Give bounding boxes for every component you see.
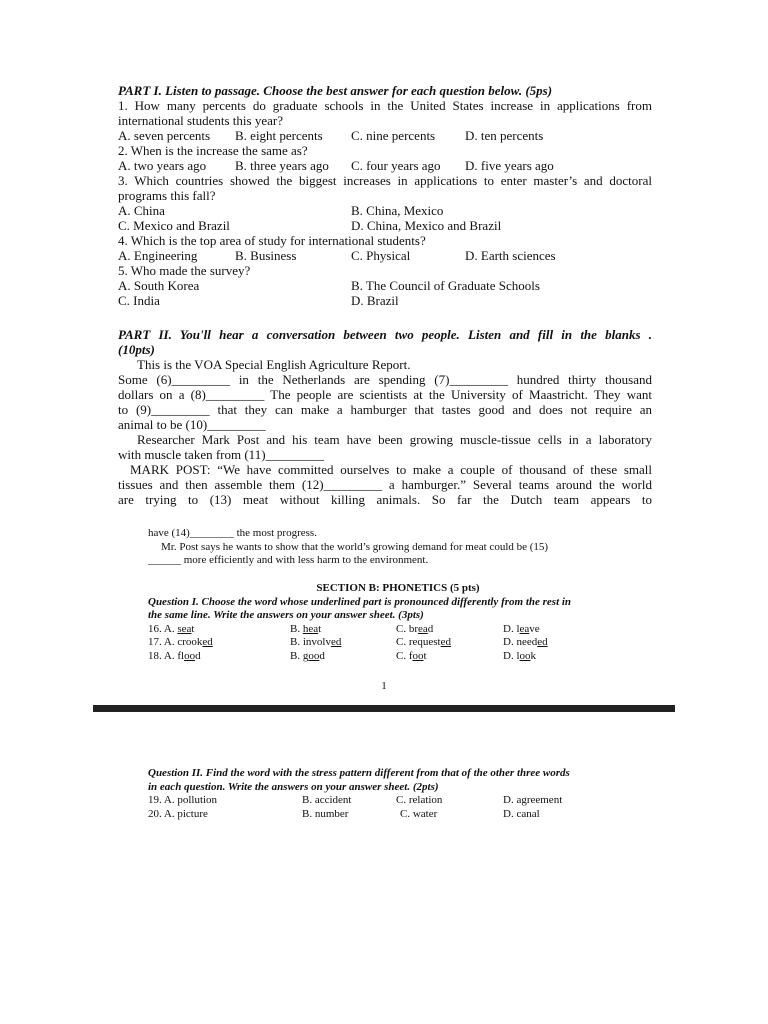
option: D. Brazil: [351, 293, 399, 308]
option: A. China: [118, 203, 165, 218]
passage-line: with muscle taken from (11)_________: [118, 447, 325, 462]
option: D. leave: [503, 622, 540, 635]
part2-heading-points: (10pts): [118, 342, 155, 357]
option: C. bread: [396, 622, 434, 635]
option: D. needed: [503, 636, 548, 648]
passage-line: ______ more efficiently and with less harm to the environment.: [148, 554, 429, 566]
option: D. agreement: [503, 794, 563, 806]
passage-line: are trying to (13) meat without killing animals. So far the Dutch team appears to: [118, 492, 652, 507]
option: C. foot: [396, 649, 427, 662]
option: B. involved: [290, 636, 342, 648]
option: D. canal: [503, 807, 540, 820]
q1-options: [118, 128, 652, 143]
passage-line: Researcher Mark Post and his team have been growing muscle-tissue cells in a laboratory: [137, 432, 652, 447]
q4-text: 4. Which is the top area of study for international students?: [118, 233, 426, 248]
q5-text: 5. Who made the survey?: [118, 263, 251, 278]
option: B. China, Mexico: [351, 203, 444, 218]
option: 20. A. picture: [148, 807, 208, 820]
option: B. eight percents: [235, 128, 323, 143]
part2-heading: PART II. You'll hear a conversation between two people. Listen and fill in the blanks .: [118, 327, 652, 342]
option: 19. A. pollution: [148, 794, 218, 806]
question2-instructions: Question II. Find the word with the stress pattern different from that of the other three words: [148, 767, 570, 779]
option: B. The Council of Graduate Schools: [351, 278, 540, 293]
option: D. look: [503, 649, 536, 662]
section-b-title: SECTION B: PHONETICS (5 pts): [316, 582, 480, 594]
option: D. ten percents: [465, 128, 544, 143]
option: C. Mexico and Brazil: [118, 218, 230, 233]
q3-options-2: [118, 218, 652, 233]
option: C. nine percents: [351, 128, 436, 143]
option: A. South Korea: [118, 278, 200, 293]
option: C. relation: [396, 794, 443, 806]
phonetics-row-16: [148, 623, 648, 637]
page-number: 1: [381, 680, 387, 692]
part1-heading: PART I. Listen to passage. Choose the best answer for each question below. (5ps): [118, 83, 553, 98]
option: C. requested: [396, 636, 451, 648]
page-divider: [93, 705, 675, 712]
option: A. two years ago: [118, 158, 207, 173]
part2-intro: This is the VOA Special English Agriculture Report.: [137, 357, 411, 372]
part2-continued: [148, 527, 648, 568]
option: D. Earth sciences: [465, 248, 556, 263]
option: B. three years ago: [235, 158, 329, 173]
q4-options: [118, 248, 652, 263]
stress-row-20: [148, 808, 648, 822]
passage-line: Mr. Post says he wants to show that the world’s growing demand for meat could be (15): [161, 540, 549, 553]
question2-instructions-cont: in each question. Write the answers on your answer sheet. (2pts): [148, 780, 439, 793]
q3-options-1: [118, 203, 652, 218]
question1-instructions: Question I. Choose the word whose underlined part is pronounced differently from the rest in: [148, 595, 572, 608]
option: C. four years ago: [351, 158, 441, 173]
option: A. seven percents: [118, 128, 211, 143]
q1-text-cont: international students this year?: [118, 113, 283, 128]
option: C. water: [400, 807, 438, 820]
question1-instructions-cont: the same line. Write the answers on your answer sheet. (3pts): [148, 609, 424, 621]
stress-row-19: [148, 794, 648, 808]
option: B. heat: [290, 622, 322, 635]
passage-line: Some (6)_________ in the Netherlands are spending (7)_________ hundred thirty thousand: [118, 372, 652, 387]
question2-section: [148, 767, 648, 821]
option: C. Physical: [351, 248, 411, 263]
passage-line: animal to be (10)_________: [118, 417, 266, 432]
section-b: [148, 582, 648, 663]
q5-options-2: [118, 293, 652, 308]
phonetics-row-17: [148, 636, 648, 650]
passage-line: dollars on a (8)_________ The people are scientists at the University of Maastricht. They want: [118, 387, 652, 402]
part2-section: [118, 327, 652, 507]
phonetics-row-18: [148, 650, 648, 664]
option: 18. A. flood: [148, 649, 201, 662]
option: 17. A. crooked: [148, 636, 213, 648]
option: D. five years ago: [465, 158, 554, 173]
option: 16. A. seat: [148, 622, 195, 635]
option: A. Engineering: [118, 248, 198, 263]
q1-text: 1. How many percents do graduate schools in the United States increase in applications from: [118, 98, 652, 113]
option: C. India: [118, 293, 160, 308]
q3-text: 3. Which countries showed the biggest increases in applications to enter master’s and doctoral: [118, 173, 652, 188]
option: B. accident: [302, 794, 352, 806]
option: B. number: [302, 807, 349, 820]
q2-options: [118, 158, 652, 173]
passage-line: to (9)_________ that they can make a hamburger that tastes good and does not require an: [118, 402, 652, 417]
option: D. China, Mexico and Brazil: [351, 218, 502, 233]
passage-line: have (14)________ the most progress.: [148, 527, 317, 539]
q3-text-cont: programs this fall?: [118, 188, 216, 203]
passage-line: MARK POST: “We have committed ourselves to make a couple of thousand of these small: [130, 462, 652, 477]
part1-section: [118, 83, 652, 308]
option: B. Business: [235, 248, 297, 263]
q5-options-1: [118, 278, 652, 293]
q2-text: 2. When is the increase the same as?: [118, 143, 308, 158]
passage-line: tissues and then assemble them (12)_________ a hamburger.” Several teams around the world: [118, 477, 652, 492]
option: B. good: [290, 649, 325, 662]
